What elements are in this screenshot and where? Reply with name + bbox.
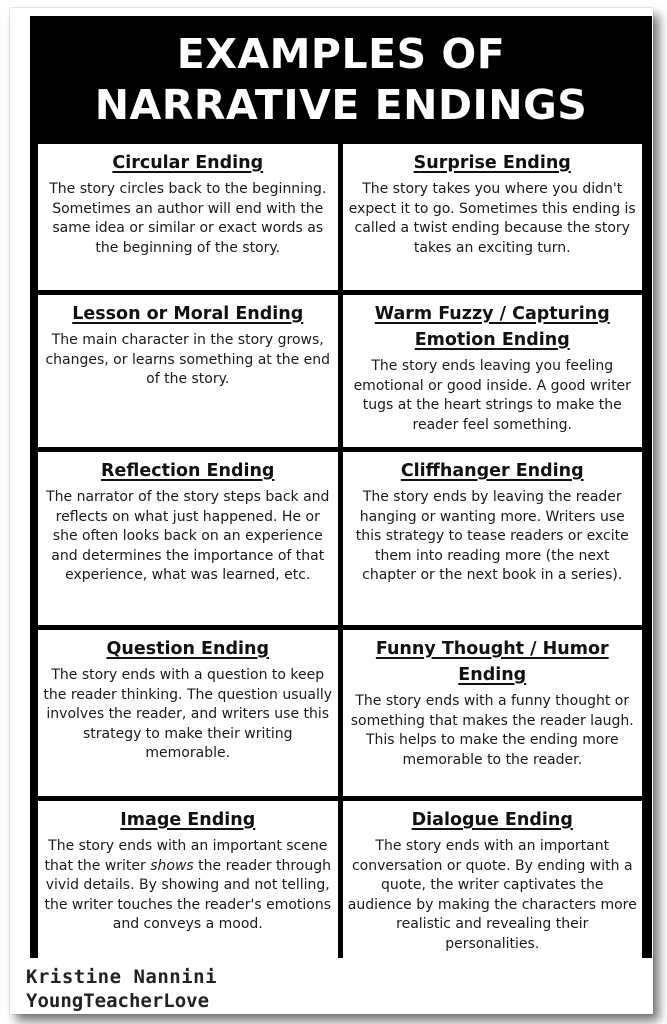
card-title: Warm Fuzzy / Capturing Emotion Ending xyxy=(374,304,610,350)
card-lesson-moral-ending xyxy=(38,295,338,447)
poster-title xyxy=(38,16,644,144)
card-title: Lesson or Moral Ending xyxy=(72,304,304,324)
card-title: Dialogue Ending xyxy=(411,810,573,830)
card-question-ending xyxy=(38,630,338,796)
card-dialogue-ending xyxy=(343,801,643,961)
card-title: Circular Ending xyxy=(112,153,264,173)
card-surprise-ending xyxy=(343,144,643,290)
card-body: The narrator of the story steps back and reflects on what just happened. He or she often looks back on an experience and determines the importance of that experience, what was learned, etc. xyxy=(46,489,330,584)
poster-sheet xyxy=(10,8,653,1014)
card-image-ending xyxy=(38,801,338,961)
card-body: The main character in the story grows, changes, or learns something at the end of the story. xyxy=(45,332,331,388)
card-circular-ending xyxy=(38,144,338,290)
card-body: The story takes you where you didn't expect it to go. Sometimes this ending is called a twist ending because the story takes an exciting turn. xyxy=(348,181,636,256)
poster-title-line-2: NARRATIVE ENDINGS xyxy=(94,81,588,129)
card-warm-fuzzy-ending xyxy=(343,295,643,447)
author-credit: Kristine Nannini xyxy=(26,966,218,988)
endings-grid xyxy=(38,144,642,952)
card-title: Reflection Ending xyxy=(101,461,275,481)
site-credit: YoungTeacherLove xyxy=(26,990,210,1012)
card-cliffhanger-ending xyxy=(343,452,643,625)
card-funny-thought-ending xyxy=(343,630,643,796)
card-body: The story ends with a funny thought or something that makes the reader laugh. This helps to make the ending more memorable to the reader. xyxy=(350,693,634,768)
card-body-text: the reader through vivid details. By showing and not telling, the writer touches the reader's emotions and conveys a mood. xyxy=(44,857,332,933)
card-body xyxy=(43,837,333,935)
poster-title-line-1: EXAMPLES OF xyxy=(176,30,506,78)
card-body: The story circles back to the beginning. Sometimes an author will end with the same idea or similar or exact words as the beginning of the story. xyxy=(49,181,327,256)
card-body: The story ends by leaving the reader hanging or wanting more. Writers use this strategy to tease readers or excite them into reading more (the next chapter or the next book in a series). xyxy=(355,489,629,584)
card-body-emphasis: shows xyxy=(150,857,194,874)
card-title: Image Ending xyxy=(120,810,256,830)
card-title: Question Ending xyxy=(106,639,269,659)
card-body-text: The story ends with an important scene that the writer xyxy=(44,838,328,874)
card-body: The story ends leaving you feeling emotional or good inside. A good writer tugs at the heart strings to make the reader feel something. xyxy=(353,358,631,433)
card-title: Funny Thought / Humor Ending xyxy=(375,639,609,685)
card-body: The story ends with a question to keep the reader thinking. The question usually involves the reader, and writers use this strategy to make their writing memorable. xyxy=(43,667,333,762)
card-title: Surprise Ending xyxy=(413,153,571,173)
narrative-endings-poster xyxy=(30,16,652,958)
card-body: The story ends with an important conversation or quote. By ending with a quote, the writer captivates the audience by making the characters more realistic and revealing their personalities. xyxy=(347,838,637,952)
card-title: Cliffhanger Ending xyxy=(400,461,584,481)
card-reflection-ending xyxy=(38,452,338,625)
